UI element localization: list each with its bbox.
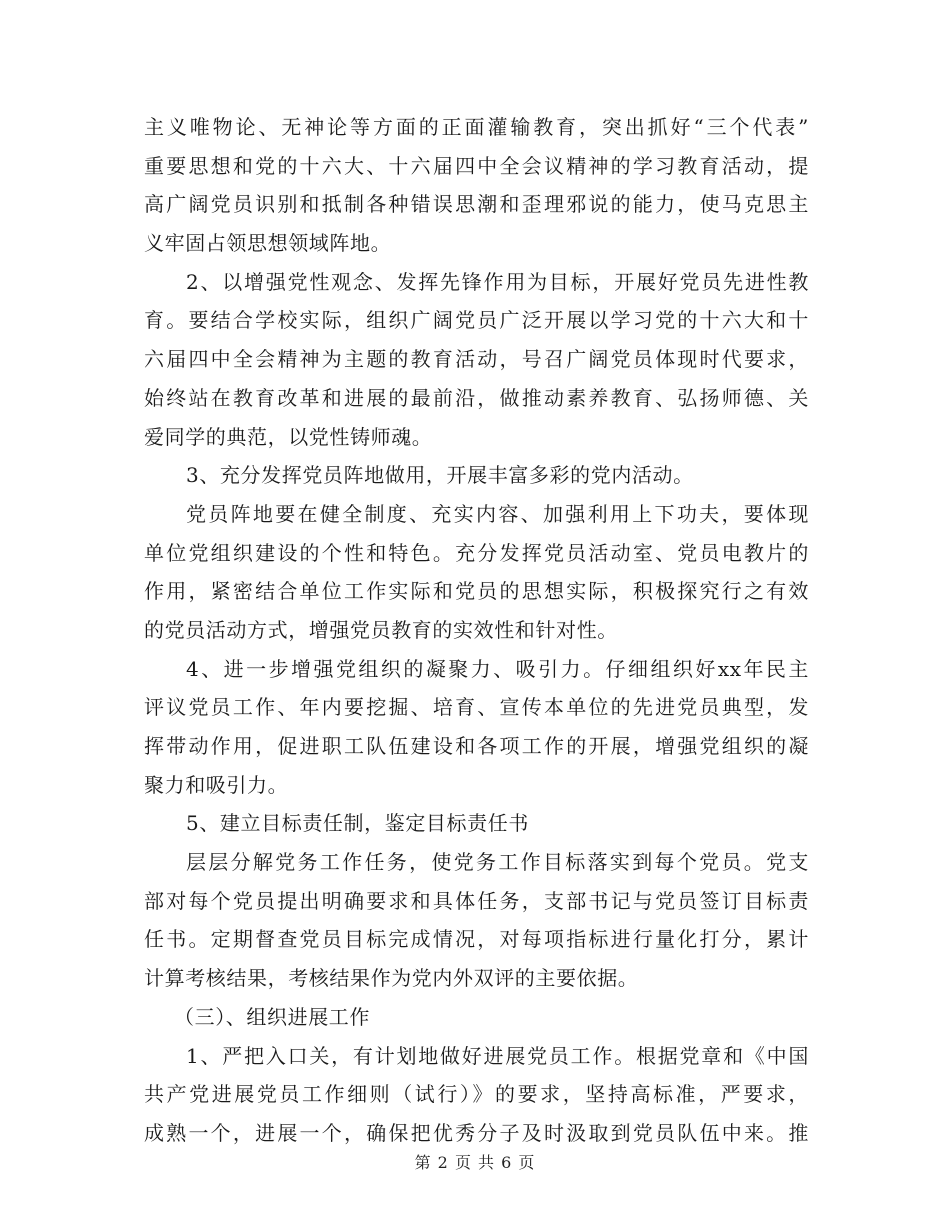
text-line: 任书。定期督查党员目标完成情况，对每项指标进行量化打分，累计 <box>144 927 809 952</box>
text-line: 单位党组织建设的个性和特色。充分发挥党员活动室、党员电教片的 <box>144 540 809 565</box>
text-line: 重要思想和党的十六大、十六届四中全会议精神的学习教育活动，提 <box>144 153 809 178</box>
document-body <box>144 108 809 1153</box>
page-number-footer: 第 2 页 共 6 页 <box>414 1153 536 1172</box>
text-line: 高广阔党员识别和抵制各种错误思潮和歪理邪说的能力，使马克思主 <box>144 192 809 217</box>
text-line: 评议党员工作、年内要挖掘、培育、宣传本单位的先进党员典型，发 <box>144 695 809 720</box>
text-line: 5、建立目标责任制，鉴定目标责任书 <box>186 811 529 836</box>
text-line: 党员阵地要在健全制度、充实内容、加强利用上下功夫，要体现 <box>186 501 809 526</box>
text-line: 主义唯物论、无神论等方面的正面灌输教育，突出抓好“三个代表” <box>144 115 809 139</box>
text-line: 挥带动作用，促进职工队伍建设和各项工作的开展，增强党组织的凝 <box>144 734 809 758</box>
text-line: 义牢固占领思想领域阵地。 <box>144 231 392 256</box>
text-line: 层层分解党务工作任务，使党务工作目标落实到每个党员。党支 <box>186 850 809 875</box>
text-line: 4、进一步增强党组织的凝聚力、吸引力。仔细组织好xx年民主 <box>186 656 809 681</box>
text-line: 计算考核结果，考核结果作为党内外双评的主要依据。 <box>144 966 639 991</box>
text-line: 作用，紧密结合单位工作实际和党员的思想实际，积极探究行之有效 <box>144 579 809 604</box>
text-line: 六届四中全会精神为主题的教育活动，号召广阔党员体现时代要求， <box>144 347 809 372</box>
text-line: 3、充分发挥党员阵地做用，开展丰富多彩的党内活动。 <box>186 463 694 488</box>
section-heading: （三）、组织进展工作 <box>174 1004 370 1029</box>
text-line: 始终站在教育改革和进展的最前沿，做推动素养教育、弘扬师德、关 <box>144 385 809 410</box>
text-line: 成熟一个，进展一个，确保把优秀分子及时汲取到党员队伍中来。推 <box>144 1120 809 1145</box>
text-line: 共产党进展党员工作细则（试行）》的要求，坚持高标准，严要求， <box>144 1082 809 1107</box>
text-line: 爱同学的典范，以党性铸师魂。 <box>144 424 433 449</box>
text-line: 聚力和吸引力。 <box>144 772 289 797</box>
text-line: 的党员活动方式，增强党员教育的实效性和针对性。 <box>144 617 618 642</box>
text-line: 育。要结合学校实际，组织广阔党员广泛开展以学习党的十六大和十 <box>144 308 809 333</box>
text-line: 部对每个党员提出明确要求和具体任务，支部书记与党员签订目标责 <box>144 888 809 913</box>
text-line: 1、严把入口关，有计划地做好进展党员工作。根据党章和《中国 <box>186 1043 809 1068</box>
text-line: 2、以增强党性观念、发挥先锋作用为目标，开展好党员先进性教 <box>186 269 809 294</box>
